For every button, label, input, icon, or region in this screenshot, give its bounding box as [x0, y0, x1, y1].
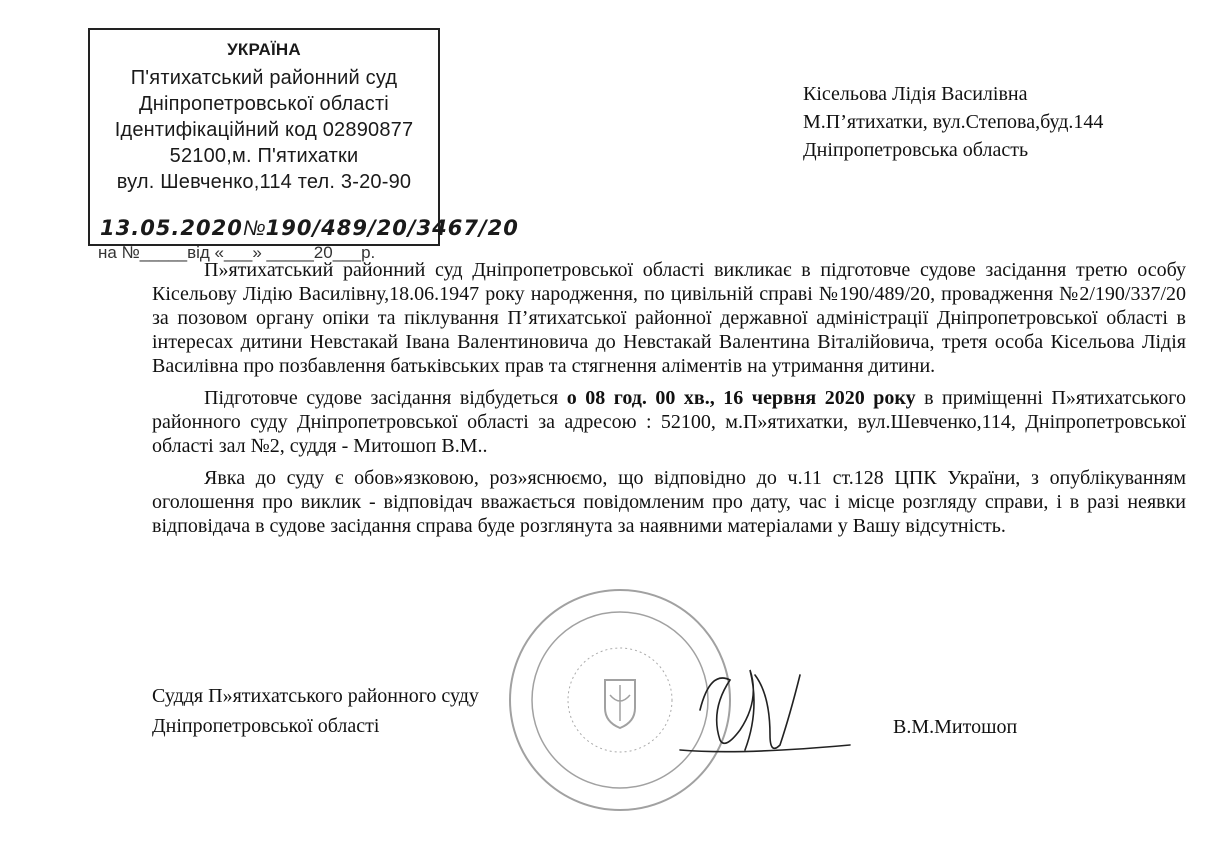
stamp-country: УКРАЇНА [227, 40, 301, 59]
summons-paragraph-2 [152, 386, 1186, 458]
addressee-block [803, 80, 1203, 164]
judge-name: В.М.Митошоп [893, 716, 1018, 738]
stamp-number-handwritten: 190/489/20/3467/20 [265, 216, 519, 240]
summons-body [152, 258, 1186, 546]
addressee-address: М.П’ятихатки, вул.Степова,буд.144 [803, 111, 1104, 133]
stamp-outgoing-number [100, 216, 519, 241]
p2-text-before: Підготовче судове засідання відбудеться [204, 387, 567, 409]
addressee-name: Кісельова Лідія Василівна [803, 83, 1028, 105]
stamp-city: 52100,м. П'ятихатки [169, 145, 359, 167]
stamp-court: П'ятихатський районний суд [130, 67, 398, 89]
stamp-date-handwritten: 13.05.2020 [100, 216, 243, 240]
court-corner-stamp [88, 28, 519, 262]
stamp-reply-line: на №_____від «___» _____20___р. [98, 243, 376, 262]
hearing-datetime: о 08 год. 00 хв., 16 червня 2020 року [566, 387, 916, 409]
p2-text-after: в приміщенні П»ятихатського районного суду Дніпропетровської області за адресою : 52100, м.П»ятихатки, вул.Шевченко,114, Дніпропетровської області зал №2, суддя - Митошоп В.М.. [152, 387, 1187, 457]
stamp-id-code: Ідентифікаційний код 02890877 [114, 119, 414, 141]
stamp-street: вул. Шевченко,114 тел. 3-20-90 [116, 171, 412, 193]
summons-paragraph-1: П»ятихатський районний суд Дніпропетровської області викликає в підготовче судове засідання третю особу Кісельову Лідію Василівну,18.06.1947 року народження, по цивільній справі №190/489/20, провадження №2/190/337/20 за позовом органу опіки та піклування П’ятихатської районної державної адміністрації Дніпропетровської області в інтересах дитини Невстакай Івана Валентиновича до Невстакай Валентина Віталійовича, третя особа Кісельова Лідія Василівна про позбавлення батьківських прав та стягнення аліментів на утримання дитини. [152, 259, 1186, 377]
stamp-number-sign: № [242, 217, 266, 240]
judge-title [152, 681, 479, 741]
stamp-region: Дніпропетровської області [139, 93, 389, 115]
judge-title-line-2: Дніпропетровської області [152, 715, 380, 737]
addressee-region: Дніпропетровська область [803, 139, 1029, 161]
summons-paragraph-3: Явка до суду є обов»язковою, роз»яснюємо, що відповідно до ч.11 ст.128 ЦПК України, з опублікуванням оголошення про виклик - відповідач вважається повідомленим про дату, час і місце розгляду справи, і в разі неявки відповідача в судове засідання справа буде розглянута за наявними матеріалами у Вашу відсутність. [152, 467, 1186, 537]
handwritten-signature-icon [660, 640, 860, 770]
judge-title-line-1: Суддя П»ятихатського районного суду [152, 685, 479, 707]
